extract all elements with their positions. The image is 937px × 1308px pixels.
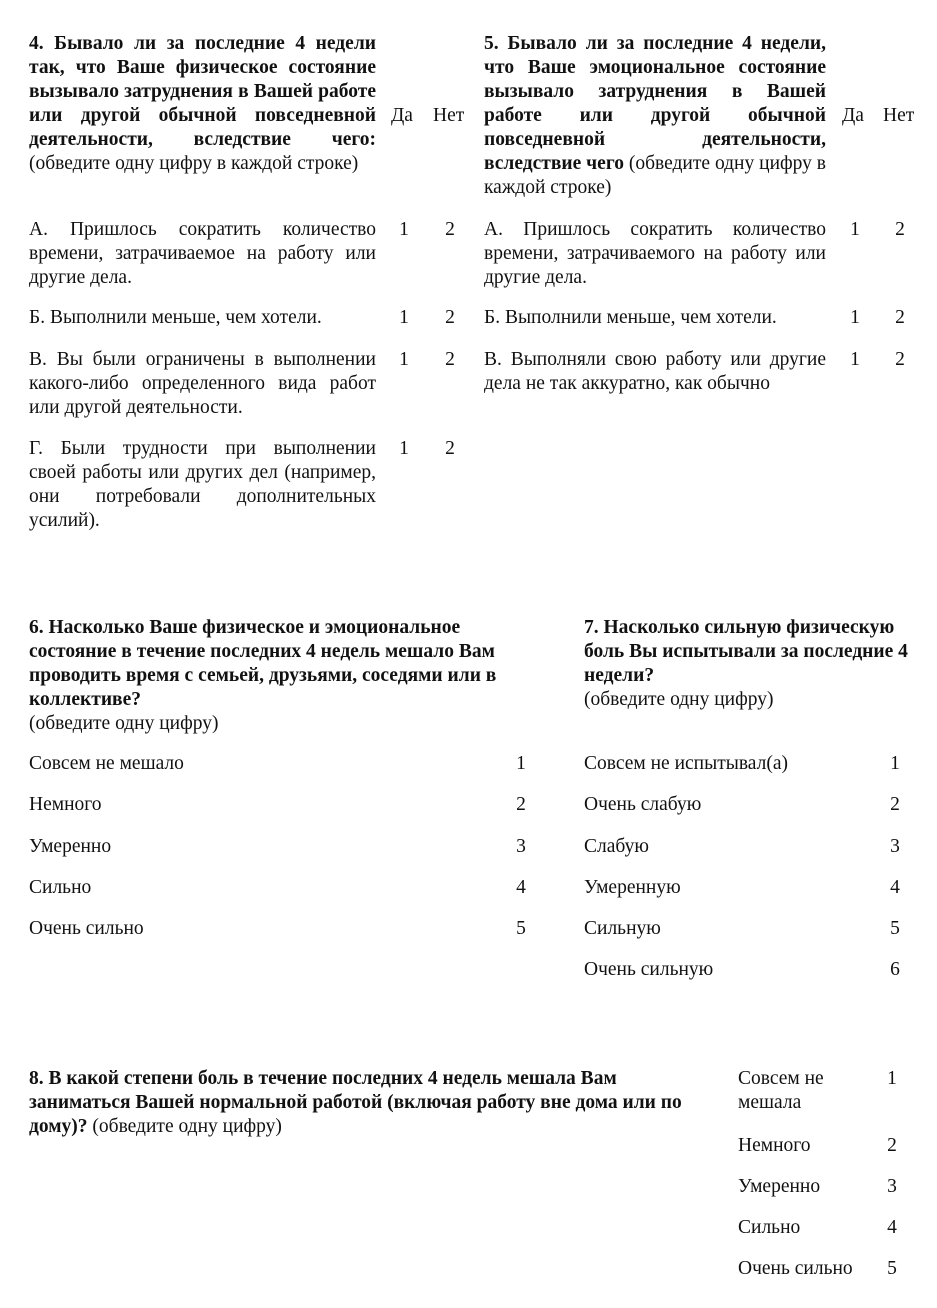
q4-row-d: Г. Были трудности при выполнении своей работы или других дел (например, они потребовали дополнительных усилий). <box>29 438 376 531</box>
q6-option-value[interactable]: 4 <box>516 877 526 898</box>
q4-title-bold: 4. Бывало ли за последние 4 недели так, что Ваше физическое состояние вызывало затруднения в Вашей работе или другой обычной повседневной деятельности, вследствие чего: <box>29 33 376 150</box>
q4-col-yes: Да <box>391 105 413 126</box>
q7-title-bold: 7. Насколько сильную физическую боль Вы испытывали за последние 4 недели? <box>584 617 908 686</box>
q5-title-note: (обведите одну цифру в каждой строке) <box>484 153 826 198</box>
q7-option-label: Очень сильную <box>584 959 714 980</box>
q4-row-d-yes[interactable]: 1 <box>399 438 409 459</box>
q6-option-label: Сильно <box>29 877 92 898</box>
q8-option-label: Немного <box>738 1135 811 1156</box>
q6-option-value[interactable]: 1 <box>516 753 526 774</box>
q8-option-label: Очень сильно <box>738 1258 853 1279</box>
q5-row-a: А. Пришлось сократить количество времени, затрачиваемого на работу или другие дела. <box>484 219 826 288</box>
q5-row-a-no[interactable]: 2 <box>895 219 905 240</box>
q6-title-bold: 6. Насколько Ваше физическое и эмоциональное состояние в течение последних 4 недель мешало Вам проводить время с семьей, друзьями, соседями или в коллективе? <box>29 617 497 710</box>
q7-option-value[interactable]: 2 <box>890 794 900 815</box>
q4-title <box>29 32 376 176</box>
q6-option-value[interactable]: 3 <box>516 836 526 857</box>
q7-option-value[interactable]: 6 <box>890 959 900 980</box>
q4-row-a-no[interactable]: 2 <box>445 219 455 240</box>
q5-row-c: В. Выполняли свою работу или другие дела не так аккуратно, как обычно <box>484 349 826 394</box>
q8-option-label: Совсем не мешала <box>738 1068 824 1113</box>
q4-title-note: (обведите одну цифру в каждой строке) <box>29 153 359 174</box>
q6-option-label: Очень сильно <box>29 918 144 939</box>
q7-option-value[interactable]: 3 <box>890 836 900 857</box>
q5-title-bold: 5. Бывало ли за последние 4 недели, что Ваше эмоциональное состояние вызывало затруднения в Вашей работе или другой обычной повседневной деятельности, вследствие чего <box>484 33 826 174</box>
q8-title <box>29 1067 719 1139</box>
q8-title-note: (обведите одну цифру) <box>92 1116 282 1137</box>
q5-row-b-yes[interactable]: 1 <box>850 307 860 328</box>
q8-option-value[interactable]: 3 <box>887 1176 897 1197</box>
q6-option-value[interactable]: 2 <box>516 794 526 815</box>
q5-row-c-yes[interactable]: 1 <box>850 349 860 370</box>
q6-option-label: Умеренно <box>29 836 112 857</box>
q7-title-note: (обведите одну цифру) <box>584 689 774 710</box>
q7-option-value[interactable]: 4 <box>890 877 900 898</box>
q4-row-c-no[interactable]: 2 <box>445 349 455 370</box>
q4-row-c: В. Вы были ограничены в выполнении какого-либо определенного вида работ или другой деятельности. <box>29 349 376 418</box>
q6-option-label: Немного <box>29 794 102 815</box>
q4-row-b: Б. Выполнили меньше, чем хотели. <box>29 307 322 328</box>
q5-col-no: Нет <box>883 105 915 126</box>
q7-option-label: Слабую <box>584 836 649 857</box>
q7-option-label: Сильную <box>584 918 661 939</box>
q4-row-b-yes[interactable]: 1 <box>399 307 409 328</box>
q5-row-c-no[interactable]: 2 <box>895 349 905 370</box>
q8-option-value[interactable]: 4 <box>887 1217 897 1238</box>
q8-option-label: Умеренно <box>738 1176 821 1197</box>
q4-row-d-no[interactable]: 2 <box>445 438 455 459</box>
q4-row-c-yes[interactable]: 1 <box>399 349 409 370</box>
q6-option-label: Совсем не мешало <box>29 753 184 774</box>
q8-option-value[interactable]: 5 <box>887 1258 897 1279</box>
q8-title-bold: 8. В какой степени боль в течение последних 4 недель мешала Вам заниматься Вашей нормальной работой (включая работу вне дома или по дому)? <box>29 1068 682 1137</box>
q6-option-value[interactable]: 5 <box>516 918 526 939</box>
q4-col-no: Нет <box>433 105 465 126</box>
q5-title <box>484 32 826 200</box>
q7-option-value[interactable]: 1 <box>890 753 900 774</box>
q7-option-label: Умеренную <box>584 877 681 898</box>
q8-option-label: Сильно <box>738 1217 801 1238</box>
q4-row-b-no[interactable]: 2 <box>445 307 455 328</box>
q5-row-b-no[interactable]: 2 <box>895 307 905 328</box>
q8-option-value[interactable]: 2 <box>887 1135 897 1156</box>
q5-row-a-yes[interactable]: 1 <box>850 219 860 240</box>
q8-option-value[interactable]: 1 <box>887 1068 897 1089</box>
q7-option-label: Очень слабую <box>584 794 702 815</box>
q6-title-note: (обведите одну цифру) <box>29 713 219 734</box>
q5-row-b: Б. Выполнили меньше, чем хотели. <box>484 307 777 328</box>
q5-col-yes: Да <box>842 105 864 126</box>
q4-row-a-yes[interactable]: 1 <box>399 219 409 240</box>
q7-title <box>584 616 924 712</box>
q7-option-label: Совсем не испытывал(а) <box>584 753 788 774</box>
q4-row-a: А. Пришлось сократить количество времени, затрачиваемое на работу или другие дела. <box>29 219 376 288</box>
q7-option-value[interactable]: 5 <box>890 918 900 939</box>
q6-title <box>29 616 539 736</box>
